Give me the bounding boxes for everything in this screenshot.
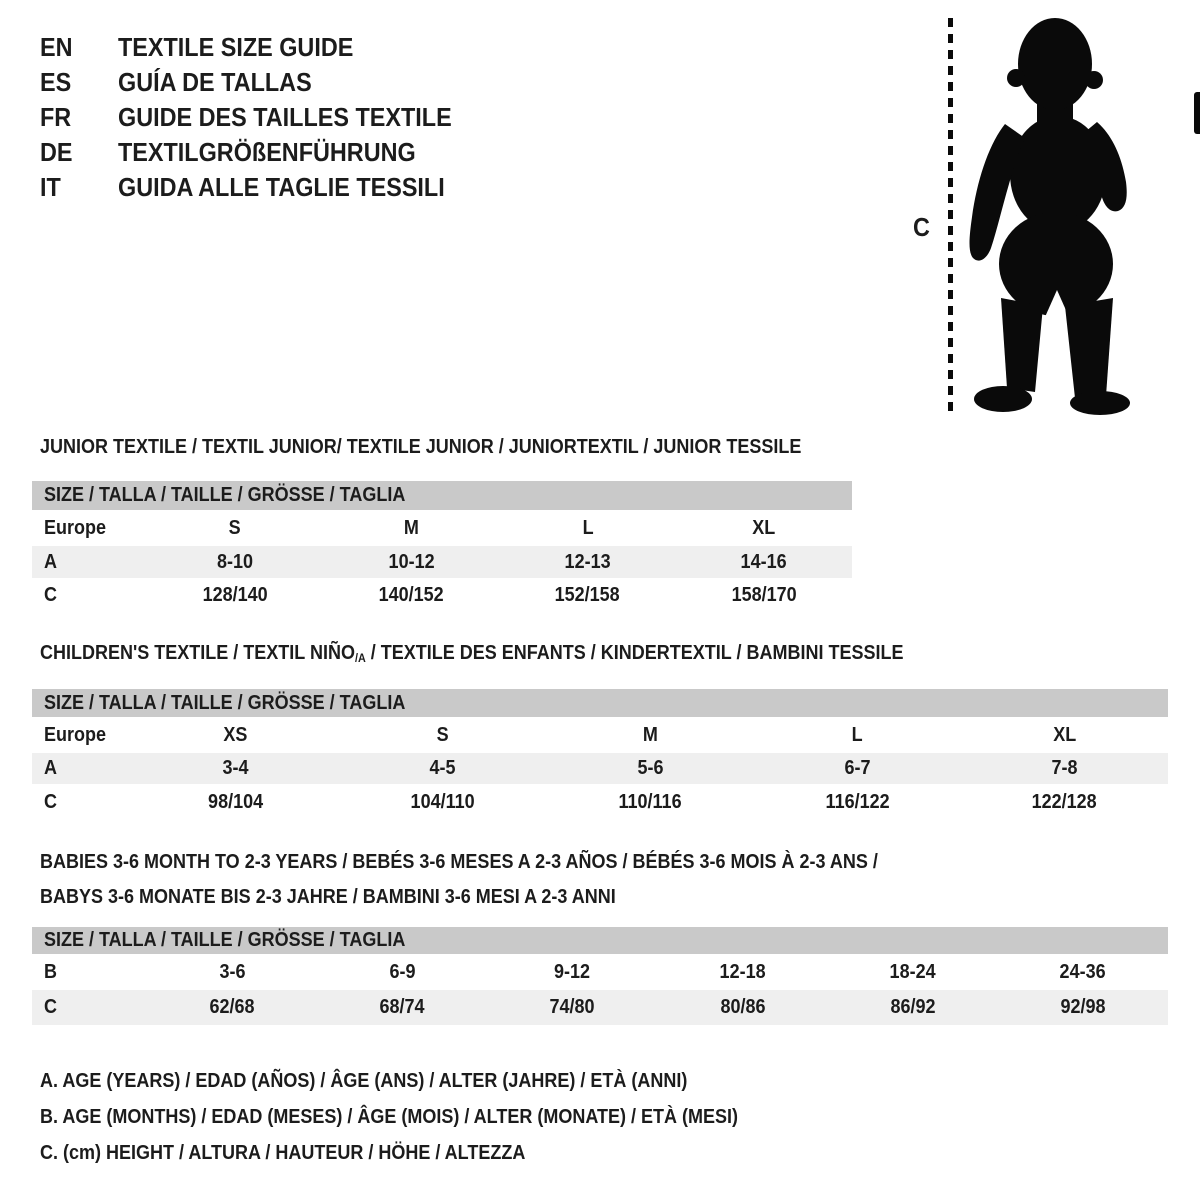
height-value: 110/116 xyxy=(618,790,682,813)
guide-title-de: TEXTILGRÖßENFÜHRUNG xyxy=(118,137,416,167)
height-value: 122/128 xyxy=(1031,790,1097,813)
age-value: 12-18 xyxy=(719,960,766,983)
row-label: C xyxy=(44,790,58,813)
size-col-m: M xyxy=(403,516,419,539)
size-col-l: L xyxy=(851,723,863,746)
guide-title-fr: GUIDE DES TAILLES TEXTILE xyxy=(118,102,452,132)
height-measure-label: C xyxy=(912,212,930,242)
age-value: 7-8 xyxy=(1051,757,1078,779)
row-label: A xyxy=(44,550,58,573)
legend-age-months: B. AGE (MONTHS) / EDAD (MESES) / ÂGE (MOIS) / ALTER (MONATE) / ETÀ (MESI) xyxy=(40,1106,738,1128)
junior-size-table xyxy=(32,481,852,613)
guide-title-it: GUIDA ALLE TAGLIE TESSILI xyxy=(118,172,445,202)
age-value: 9-12 xyxy=(554,960,591,983)
legend-height-cm: C. (cm) HEIGHT / ALTURA / HAUTEUR / HÖHE / ALTEZZA xyxy=(40,1142,526,1164)
region-label: Europe xyxy=(44,723,107,746)
size-col-m: M xyxy=(642,723,658,746)
age-value: 6-7 xyxy=(844,757,871,779)
size-col-xs: XS xyxy=(223,723,248,746)
junior-section-title: JUNIOR TEXTILE / TEXTIL JUNIOR/ TEXTILE JUNIOR / JUNIORTEXTIL / JUNIOR TESSILE xyxy=(40,436,802,458)
height-measure-dashed-line xyxy=(948,18,953,415)
cropped-edge-mark xyxy=(1194,92,1200,134)
toddler-silhouette-image xyxy=(963,12,1135,417)
height-value: 62/68 xyxy=(209,996,255,1018)
table-row-height xyxy=(32,990,1168,1025)
table-row-height xyxy=(32,578,852,613)
language-code: IT xyxy=(40,172,61,202)
age-value: 5-6 xyxy=(636,757,663,779)
age-value: 6-9 xyxy=(389,960,416,983)
age-value: 14-16 xyxy=(740,550,787,573)
nino-a-subscript: /A xyxy=(354,651,366,665)
region-label: Europe xyxy=(44,516,107,539)
height-value: 80/86 xyxy=(720,996,766,1018)
height-value: 92/98 xyxy=(1060,996,1106,1018)
size-labels-row xyxy=(32,510,852,546)
table-row-age-months xyxy=(32,954,1168,990)
language-code: EN xyxy=(40,32,73,62)
height-value: 158/170 xyxy=(731,584,797,606)
babies-size-table xyxy=(32,927,1168,1025)
age-value: 10-12 xyxy=(388,550,435,573)
size-col-xl: XL xyxy=(1052,723,1076,746)
language-row-de xyxy=(40,135,489,170)
size-col-l: L xyxy=(582,516,594,539)
size-col-s: S xyxy=(229,516,242,539)
row-label: B xyxy=(44,960,58,983)
language-row-es xyxy=(40,65,489,100)
height-value: 140/152 xyxy=(378,584,444,606)
age-value: 3-4 xyxy=(222,757,249,779)
language-row-en xyxy=(40,30,489,65)
size-col-s: S xyxy=(436,723,449,746)
babies-section-title-line1: BABIES 3-6 MONTH TO 2-3 YEARS / BEBÉS 3-6 MESES A 2-3 AÑOS / BÉBÉS 3-6 MOIS À 2-3 ANS / xyxy=(40,851,878,873)
guide-title-es: GUÍA DE TALLAS xyxy=(118,67,312,97)
size-header-bar: SIZE / TALLA / TAILLE / GRÖSSE / TAGLIA xyxy=(32,927,1168,954)
row-label: C xyxy=(44,584,58,606)
age-value: 24-36 xyxy=(1059,960,1106,983)
height-value: 98/104 xyxy=(208,790,264,813)
size-col-xl: XL xyxy=(752,516,776,539)
table-row-height xyxy=(32,784,1168,820)
table-row-age xyxy=(32,753,1168,784)
size-labels-row xyxy=(32,717,1168,753)
age-value: 3-6 xyxy=(219,960,246,983)
language-code: ES xyxy=(40,67,72,97)
age-value: 12-13 xyxy=(564,550,611,573)
height-value: 74/80 xyxy=(549,996,595,1018)
height-value: 116/122 xyxy=(825,790,890,813)
legend-age-years: A. AGE (YEARS) / EDAD (AÑOS) / ÂGE (ANS) / ALTER (JAHRE) / ETÀ (ANNI) xyxy=(40,1070,688,1092)
language-code: FR xyxy=(40,102,72,132)
guide-title-en: TEXTILE SIZE GUIDE xyxy=(118,32,354,62)
height-value: 68/74 xyxy=(379,996,425,1018)
age-value: 18-24 xyxy=(889,960,936,983)
height-value: 104/110 xyxy=(410,790,475,813)
language-row-it xyxy=(40,170,489,205)
language-code: DE xyxy=(40,137,73,167)
row-label: A xyxy=(44,757,58,779)
language-row-fr xyxy=(40,100,489,135)
table-row-age xyxy=(32,546,852,578)
height-value: 128/140 xyxy=(202,584,268,606)
age-value: 8-10 xyxy=(217,550,254,573)
children-section-title: CHILDREN'S TEXTILE / TEXTIL NIÑO/A / TEXTILE DES ENFANTS / KINDERTEXTIL / BAMBINI TESSILE xyxy=(40,642,904,665)
babies-section-title-line2: BABYS 3-6 MONATE BIS 2-3 JAHRE / BAMBINI 3-6 MESI A 2-3 ANNI xyxy=(40,886,616,908)
size-header-bar: SIZE / TALLA / TAILLE / GRÖSSE / TAGLIA xyxy=(32,481,852,510)
size-header-bar: SIZE / TALLA / TAILLE / GRÖSSE / TAGLIA xyxy=(32,689,1168,717)
children-size-table xyxy=(32,689,1168,820)
age-value: 4-5 xyxy=(429,757,456,779)
height-value: 152/158 xyxy=(555,584,621,606)
height-value: 86/92 xyxy=(890,996,936,1018)
row-label: C xyxy=(44,996,58,1018)
language-title-list xyxy=(40,30,489,205)
